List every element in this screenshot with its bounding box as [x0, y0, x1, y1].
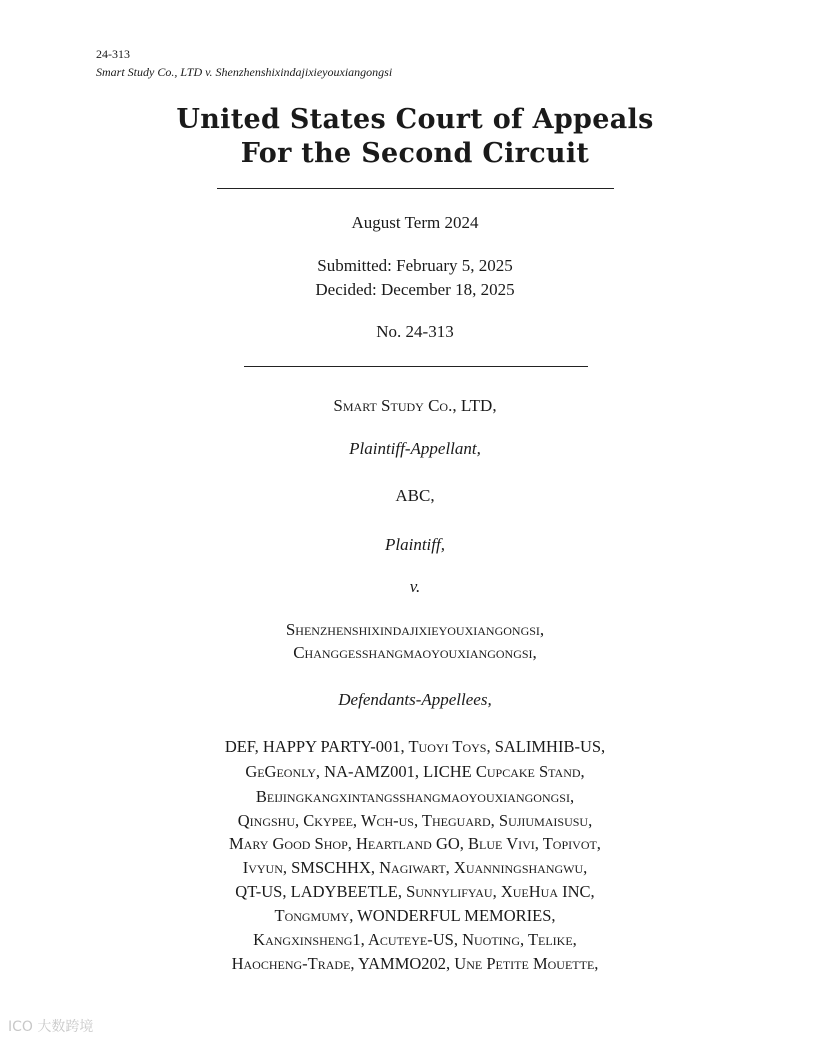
- watermark: ICO 大数跨境: [8, 1019, 94, 1035]
- other-defendants-line: DEF, HAPPY PARTY-001, Tuoyi Toys, SALIMHIB-US,: [224, 737, 606, 756]
- other-defendants-line: Tongmumy, WONDERFUL MEMORIES,: [274, 906, 556, 925]
- other-defendants-line: Haocheng-Trade, YAMMO202, Une Petite Mouette,: [231, 954, 599, 973]
- other-defendants-line: Beijingkangxintangsshangmaoyouxiangongsi,: [255, 787, 575, 806]
- plaintiff-role: Plaintiff,: [385, 535, 445, 554]
- court-title-line1: United States Court of Appeals: [176, 104, 654, 135]
- submitted-date: Submitted: February 5, 2025: [317, 256, 513, 275]
- plaintiff-appellant-name: Smart Study Co., LTD,: [333, 396, 497, 415]
- plaintiff-appellant-role: Plaintiff-Appellant,: [349, 439, 481, 458]
- other-defendants-line: GeGeonly, NA-AMZ001, LICHE Cupcake Stand,: [245, 762, 585, 781]
- case-number: No. 24-313: [376, 322, 454, 341]
- other-defendants-line: QT-US, LADYBEETLE, Sunnylifyau, XueHua INC,: [235, 882, 595, 901]
- defendants-appellees-role: Defendants-Appellees,: [338, 690, 492, 709]
- decided-date: Decided: December 18, 2025: [315, 280, 515, 299]
- other-defendants-line: Mary Good Shop, Heartland GO, Blue Vivi, Topivot,: [229, 834, 601, 853]
- plaintiff-name: ABC,: [395, 486, 435, 505]
- other-defendants-line: Kangxinsheng1, Acuteye-US, Nuoting, Telike,: [253, 930, 577, 949]
- term: August Term 2024: [351, 213, 479, 232]
- court-title-line2: For the Second Circuit: [240, 138, 590, 169]
- defendant-appellee-name: Shenzhenshixindajixieyouxiangongsi,: [285, 620, 545, 639]
- caption-divider: [244, 366, 588, 367]
- header-short-caption: Smart Study Co., LTD v. Shenzhenshixindajixieyouxiangongsi: [96, 65, 393, 79]
- defendant-appellee-name: Changgesshangmaoyouxiangongsi,: [293, 643, 537, 662]
- versus: v.: [409, 577, 421, 596]
- title-divider: [217, 188, 614, 189]
- other-defendants-line: Qingshu, Ckypee, Wch-us, Theguard, Sujiumaisusu,: [237, 811, 593, 830]
- other-defendants-line: Ivyun, SMSCHHX, Nagiwart, Xuanningshangwu,: [242, 858, 588, 877]
- header-docket-number: 24-313: [96, 47, 130, 61]
